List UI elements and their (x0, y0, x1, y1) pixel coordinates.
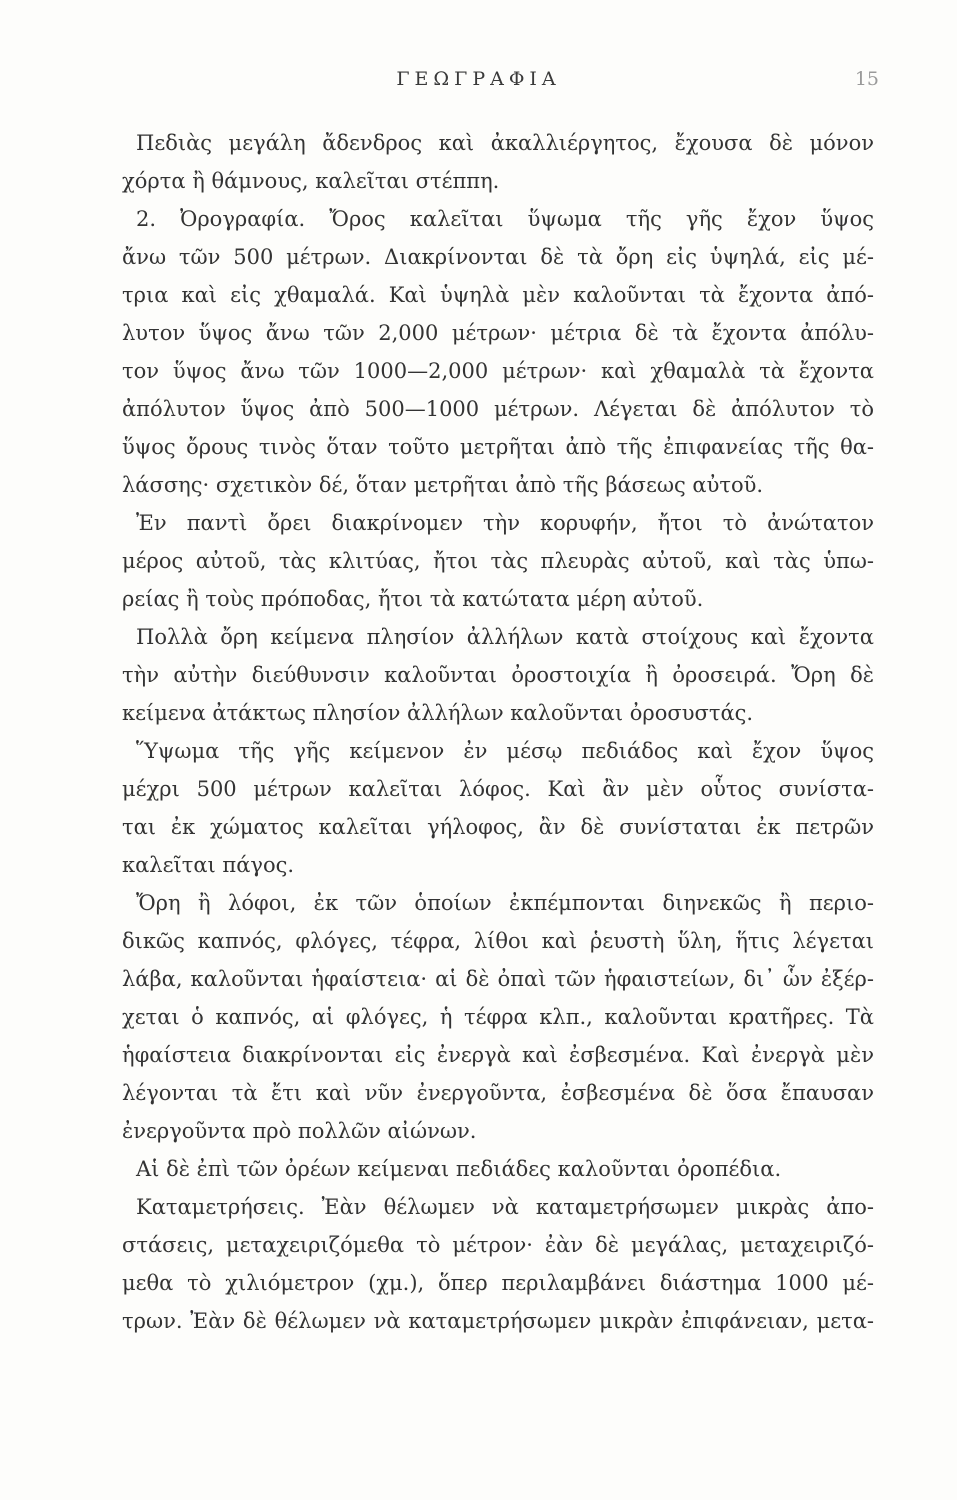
text-line: ἄνω τῶν 500 μέτρων. Διακρίνονται δὲ τὰ ὄρη εἰς ὑψηλά, εἰς μέ- (122, 245, 874, 269)
text-line: τρια καὶ εἰς χθαμαλά. Καὶ ὑψηλὰ μὲν καλοῦνται τὰ ἔχοντα ἀπό- (122, 283, 874, 307)
text-line: τρων. Ἐὰν δὲ θέλωμεν νὰ καταμετρήσωμεν μικρὰν ἐπιφάνειαν, μετα- (122, 1309, 874, 1333)
text-line: ἀπόλυτον ὕψος ἀπὸ 500—1000 μέτρων. Λέγεται δὲ ἀπόλυτον τὸ (122, 397, 874, 421)
page-number: 15 (854, 68, 879, 90)
text-line: Αἱ δὲ ἐπὶ τῶν ὀρέων κείμεναι πεδιάδες καλοῦνται ὀροπέδια. (136, 1157, 782, 1181)
text-line: λυτον ὕψος ἄνω τῶν 2,000 μέτρων· μέτρια δὲ τὰ ἔχοντα ἀπόλυ- (122, 321, 874, 345)
text-line: ἡφαίστεια διακρίνονται εἰς ἐνεργὰ καὶ ἐσβεσμένα. Καὶ ἐνεργὰ μὲν (122, 1043, 874, 1067)
text-line: μέρος αὐτοῦ, τὰς κλιτύας, ἤτοι τὰς πλευρὰς αὐτοῦ, καὶ τὰς ὑπω- (122, 549, 874, 573)
text-line: λάβα, καλοῦνται ἡφαίστεια· αἱ δὲ ὀπαὶ τῶν ἡφαιστείων, δι᾽ ὧν ἐξέρ- (122, 967, 874, 991)
text-line: μεθα τὸ χιλιόμετρον (χμ.), ὅπερ περιλαμβάνει διάστημα 1000 μέ- (122, 1271, 874, 1295)
text-line: χόρτα ἢ θάμνους, καλεῖται στέππη. (122, 169, 500, 193)
text-line: λέγονται τὰ ἔτι καὶ νῦν ἐνεργοῦντα, ἐσβεσμένα δὲ ὅσα ἔπαυσαν (122, 1081, 874, 1105)
running-title: ΓΕΩΓΡΑΦΙΑ (396, 68, 561, 90)
text-line: Πολλὰ ὄρη κείμενα πλησίον ἀλλήλων κατὰ στοίχους καὶ ἔχοντα (136, 625, 874, 649)
text-line: κείμενα ἀτάκτως πλησίον ἀλλήλων καλοῦνται ὀροσυστάς. (122, 701, 754, 725)
section-heading-line: Καταμετρήσεις. Ἐὰν θέλωμεν νὰ καταμετρήσωμεν μικρὰς ἀπο- (136, 1195, 874, 1219)
text-line: Ὕψωμα τῆς γῆς κείμενον ἐν μέσῳ πεδιάδος καὶ ἔχον ὕψος (136, 739, 874, 763)
section-heading-line: 2. Ὀρογραφία. Ὄρος καλεῖται ὕψωμα τῆς γῆς ἔχον ὕψος (136, 207, 874, 231)
page-header (0, 68, 957, 98)
text-line: ρείας ἢ τοὺς πρόποδας, ἤτοι τὰ κατώτατα μέρη αὐτοῦ. (122, 587, 704, 611)
text-line: Ὄρη ἢ λόφοι, ἐκ τῶν ὁποίων ἐκπέμπονται διηνεκῶς ἢ περιο- (136, 891, 874, 915)
text-line: λάσσης· σχετικὸν δέ, ὅταν μετρῆται ἀπὸ τῆς βάσεως αὐτοῦ. (122, 473, 764, 497)
text-line: χεται ὁ καπνός, αἱ φλόγες, ἡ τέφρα κλπ., καλοῦνται κρατῆρες. Τὰ (122, 1005, 874, 1029)
text-line: ὕψος ὄρους τινὸς ὅταν τοῦτο μετρῆται ἀπὸ τῆς ἐπιφανείας τῆς θα- (122, 435, 874, 459)
text-line: καλεῖται πάγος. (122, 853, 295, 877)
text-line: τον ὕψος ἄνω τῶν 1000—2,000 μέτρων· καὶ χθαμαλὰ τὰ ἔχοντα (122, 359, 874, 383)
text-line: Πεδιὰς μεγάλη ἄδενδρος καὶ ἀκαλλιέργητος, ἔχουσα δὲ μόνον (136, 131, 874, 155)
text-line: τὴν αὐτὴν διεύθυνσιν καλοῦνται ὀροστοιχία ἢ ὀροσειρά. Ὄρη δὲ (122, 663, 874, 687)
text-line: ἐνεργοῦντα πρὸ πολλῶν αἰώνων. (122, 1119, 477, 1143)
text-line: ται ἐκ χώματος καλεῖται γήλοφος, ἂν δὲ συνίσταται ἐκ πετρῶν (122, 815, 874, 839)
text-line: στάσεις, μεταχειριζόμεθα τὸ μέτρον· ἐὰν δὲ μεγάλας, μεταχειριζό- (122, 1233, 874, 1257)
body-text (122, 124, 874, 1340)
text-line: Ἐν παντὶ ὄρει διακρίνομεν τὴν κορυφήν, ἤτοι τὸ ἀνώτατον (136, 511, 874, 535)
text-line: μέχρι 500 μέτρων καλεῖται λόφος. Καὶ ἂν μὲν οὗτος συνίστα- (122, 777, 874, 801)
text-line: δικῶς καπνός, φλόγες, τέφρα, λίθοι καὶ ῥευστὴ ὕλη, ἥτις λέγεται (122, 929, 874, 953)
